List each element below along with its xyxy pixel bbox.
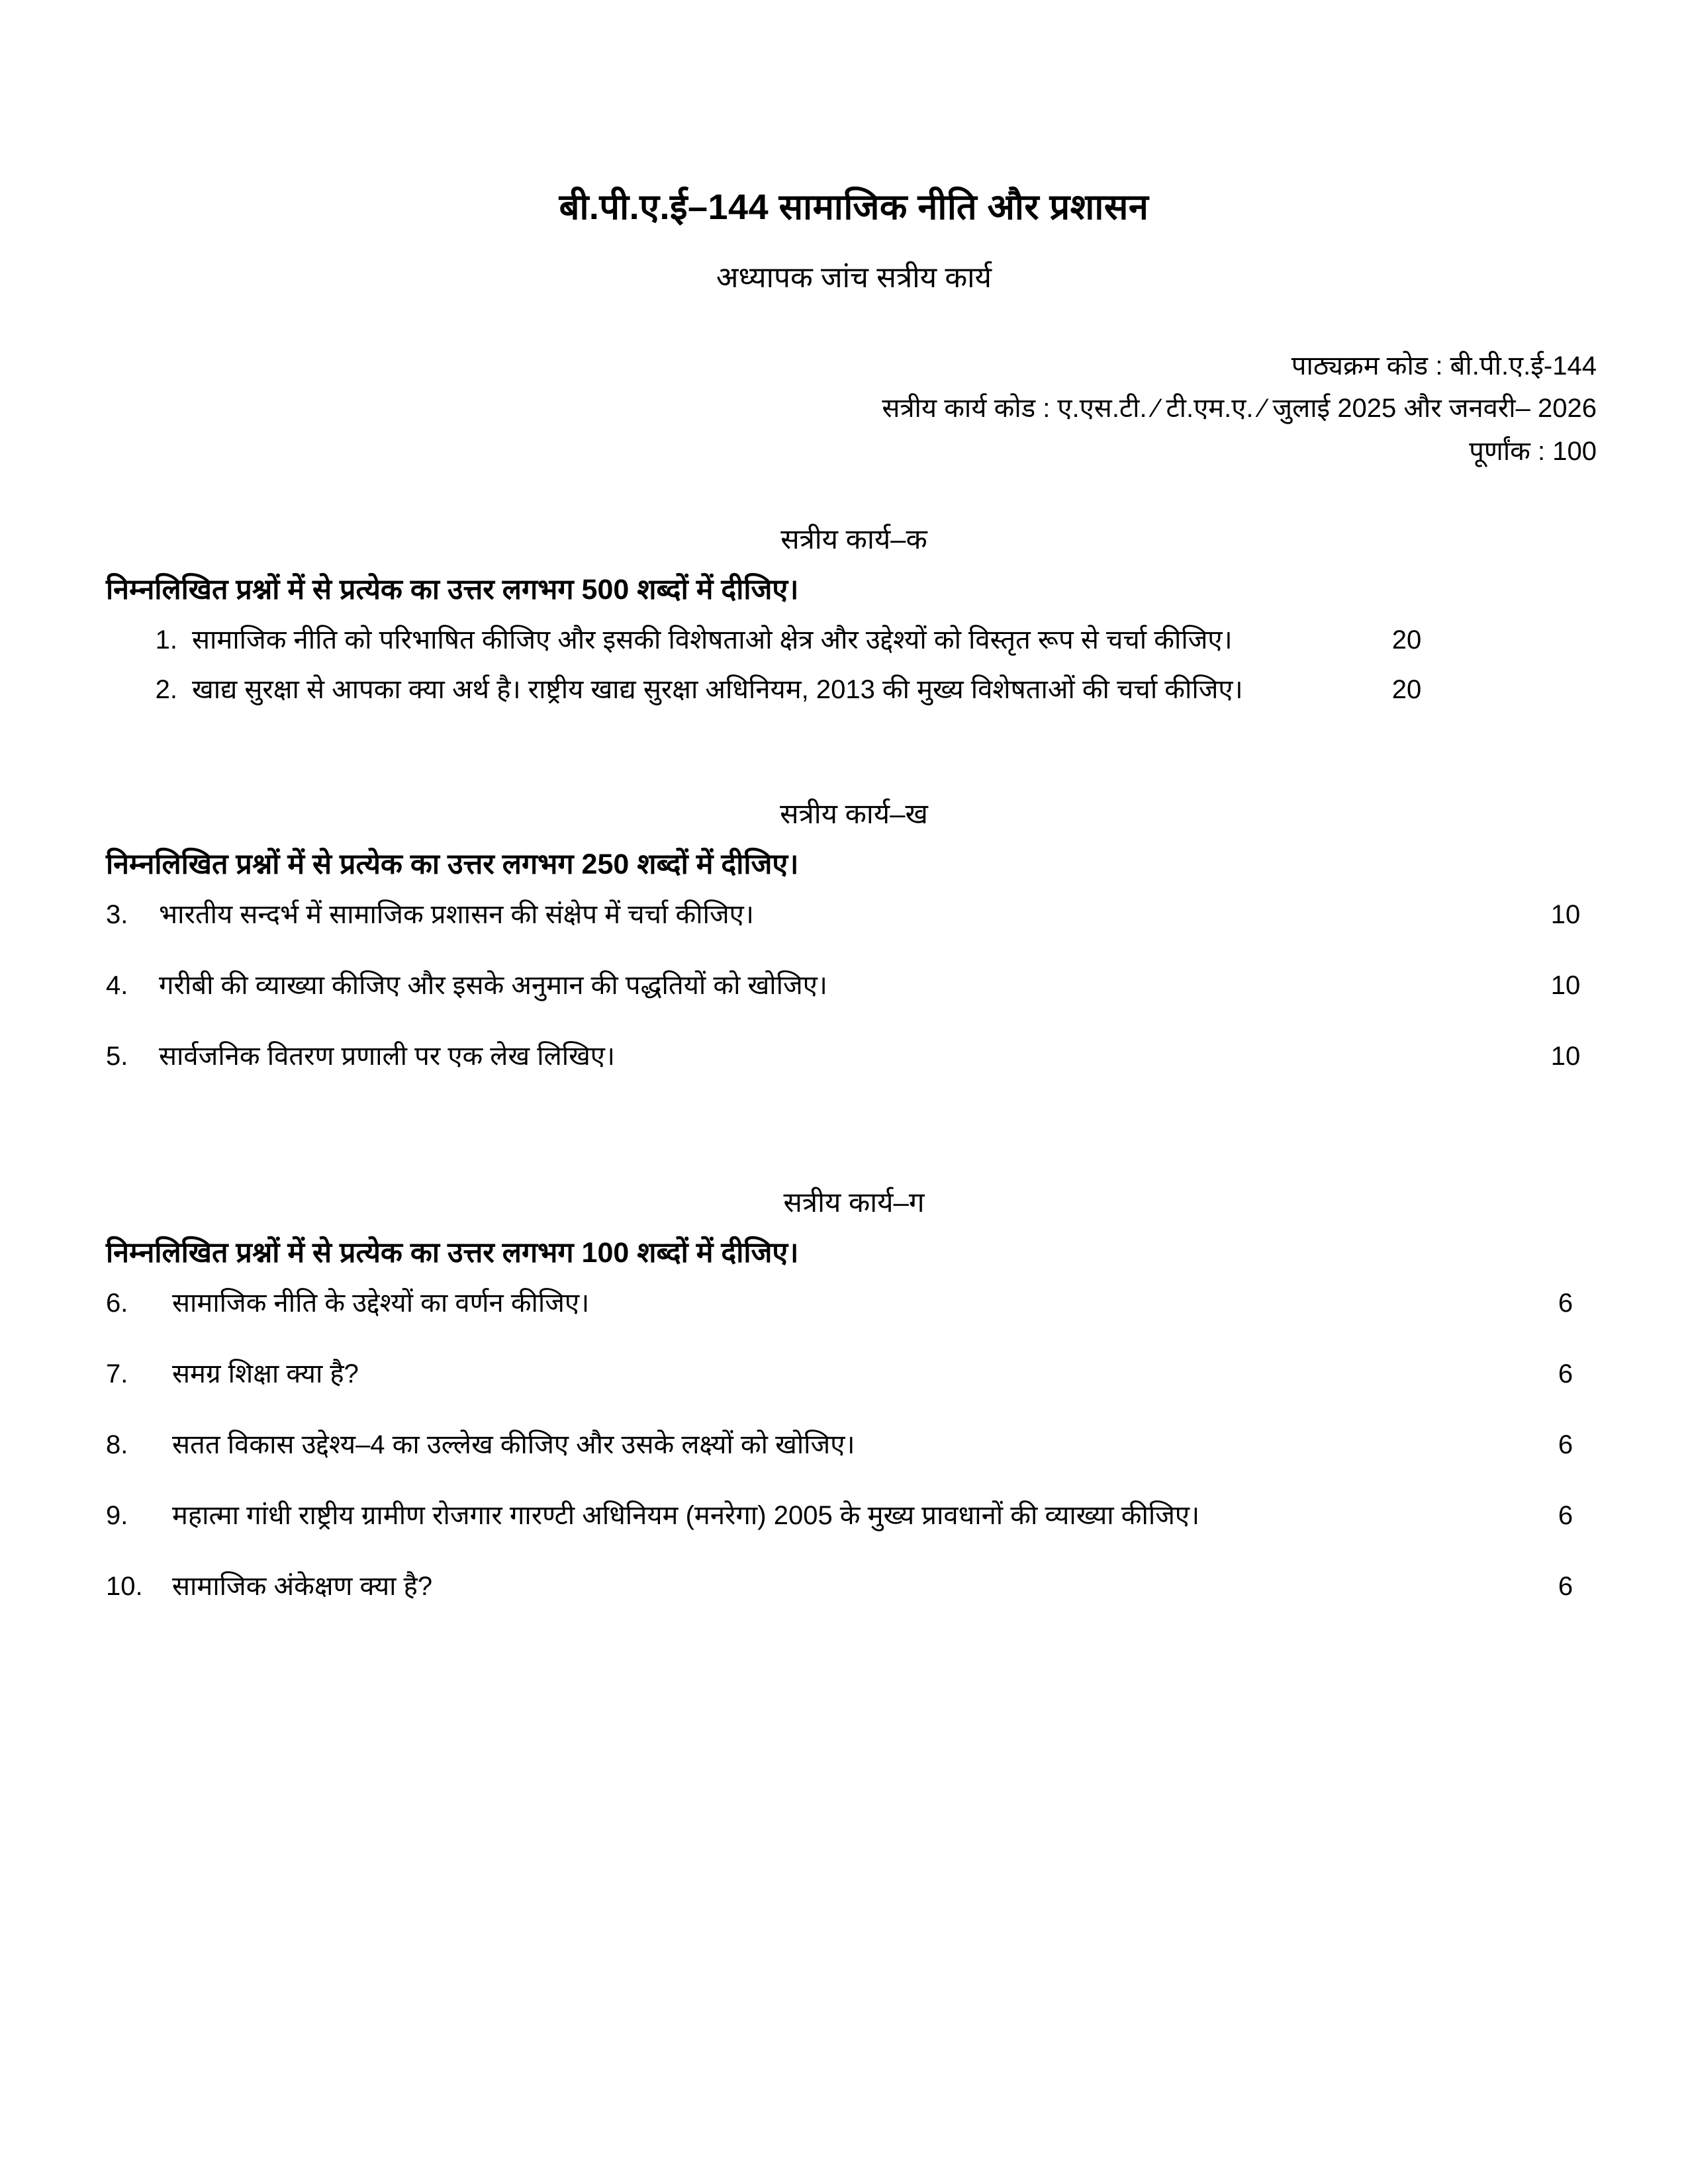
question-number: 6. xyxy=(106,1288,128,1318)
question-text: सामाजिक नीति के उद्देश्यों का वर्णन कीजिए। xyxy=(172,1288,590,1318)
question-marks: 20 xyxy=(1391,674,1422,704)
question-marks: 6 xyxy=(1558,1430,1573,1459)
section-c-instruction: निम्नलिखित प्रश्नों में से प्रत्येक का उत्तर लगभग 100 शब्दों में दीजिए। xyxy=(106,1236,799,1269)
question-number: 8. xyxy=(106,1430,128,1459)
section-c xyxy=(106,1183,1602,1608)
section-a-question-list xyxy=(106,619,1602,711)
section-a-title: सत्रीय कार्य–क xyxy=(780,523,927,555)
question-marks: 10 xyxy=(1550,900,1581,930)
total-marks-line: पूर्णांक : 100 xyxy=(1469,437,1597,467)
question-text: सामाजिक अंकेक्षण क्या है? xyxy=(172,1572,433,1602)
page-title: बी.पी.ए.ई–144 सामाजिक नीति और प्रशासन xyxy=(559,187,1149,227)
section-b-title: सत्रीय कार्य–ख xyxy=(780,798,928,830)
question-text: सतत विकास उद्देश्य–4 का उल्लेख कीजिए और उसके लक्ष्यों को खोजिए। xyxy=(172,1430,855,1459)
question-text: समग्र शिक्षा क्या है? xyxy=(172,1359,359,1388)
question-item xyxy=(106,1495,1602,1537)
section-c-question-list xyxy=(106,1283,1602,1608)
question-text: गरीबी की व्याख्या कीजिए और इसके अनुमान की पद्धतियों को खोजिए। xyxy=(159,971,827,1001)
assignment-code-line: सत्रीय कार्य कोड : ए.एस.टी. ⁄ टी.एम.ए. ⁄ जुलाई 2025 और जनवरी– 2026 xyxy=(882,394,1597,424)
section-gap xyxy=(106,719,1602,760)
section-c-title: सत्रीय कार्य–ग xyxy=(783,1186,925,1218)
section-a xyxy=(106,520,1602,711)
question-text: भारतीय सन्दर्भ में सामाजिक प्रशासन की संक्षेप में चर्चा कीजिए। xyxy=(159,900,754,930)
question-number: 9. xyxy=(106,1501,128,1531)
question-marks: 6 xyxy=(1558,1572,1573,1602)
question-marks: 6 xyxy=(1558,1359,1573,1388)
question-text: सामाजिक नीति को परिभाषित कीजिए और इसकी विशेषताओ क्षेत्र और उद्देश्यों को विस्तृत रूप से चर्चा कीजिए। xyxy=(192,625,1233,655)
question-item xyxy=(106,669,1602,711)
question-number: 7. xyxy=(106,1359,128,1388)
question-number: 10. xyxy=(106,1572,143,1602)
question-item xyxy=(106,1283,1602,1324)
question-item xyxy=(106,1353,1602,1395)
question-marks: 6 xyxy=(1558,1501,1573,1531)
question-item xyxy=(106,1566,1602,1608)
page-subtitle: अध्यापक जांच सत्रीय कार्य xyxy=(716,261,992,294)
question-marks: 10 xyxy=(1550,1042,1581,1071)
question-item xyxy=(106,894,1602,936)
question-number: 1. xyxy=(155,625,177,655)
question-number: 3. xyxy=(106,900,128,930)
question-marks: 20 xyxy=(1391,625,1422,655)
question-text: सार्वजनिक वितरण प्रणाली पर एक लेख लिखिए। xyxy=(159,1042,616,1071)
section-b-question-list xyxy=(106,894,1602,1078)
question-marks: 10 xyxy=(1550,971,1581,1001)
section-b-instruction: निम्नलिखित प्रश्नों में से प्रत्येक का उत्तर लगभग 250 शब्दों में दीजिए। xyxy=(106,848,799,881)
section-b xyxy=(106,794,1602,1077)
question-item xyxy=(106,965,1602,1007)
section-gap xyxy=(106,1107,1602,1148)
course-code-line: पाठ्यक्रम कोड : बी.पी.ए.ई-144 xyxy=(1291,351,1597,381)
question-item xyxy=(106,1424,1602,1466)
question-text: खाद्य सुरक्षा से आपका क्या अर्थ है। राष्ट्रीय खाद्य सुरक्षा अधिनियम, 2013 की मुख्य विशेषताओं की चर्चा कीजिए। xyxy=(192,674,1243,704)
section-a-instruction: निम्नलिखित प्रश्नों में से प्रत्येक का उत्तर लगभग 500 शब्दों में दीजिए। xyxy=(106,573,799,606)
question-item xyxy=(106,619,1602,661)
question-number: 2. xyxy=(155,674,177,704)
page-content xyxy=(106,0,1602,1637)
question-number: 4. xyxy=(106,971,128,1001)
question-text: महात्मा गांधी राष्ट्रीय ग्रामीण रोजगार गारण्टी अधिनियम (मनरेगा) 2005 के मुख्य प्रावधानों की व्याख्या कीजिए। xyxy=(172,1501,1200,1531)
question-number: 5. xyxy=(106,1042,128,1071)
assignment-meta xyxy=(106,345,1602,473)
question-item xyxy=(106,1036,1602,1077)
question-marks: 6 xyxy=(1558,1288,1573,1318)
